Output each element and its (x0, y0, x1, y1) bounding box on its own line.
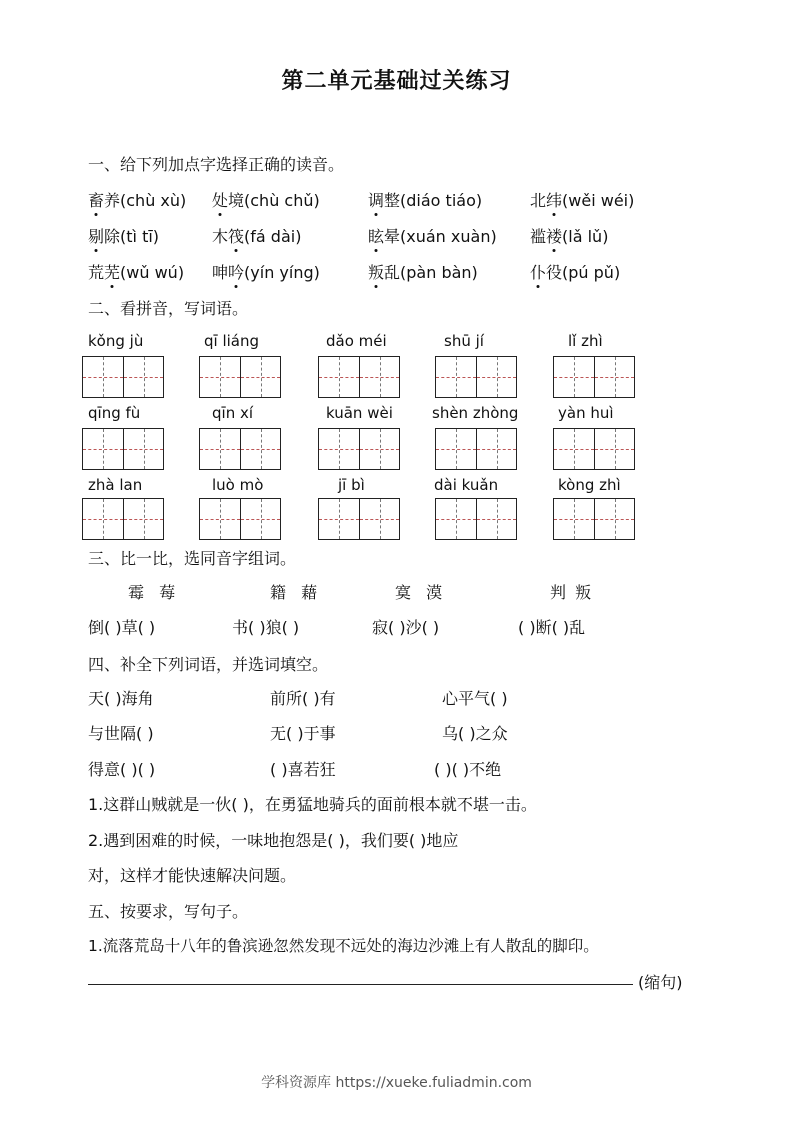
fill-item[interactable]: ( )断( )乱 (518, 618, 586, 637)
pinyin-label: kuān wèi (326, 404, 393, 422)
idiom-item[interactable]: 心平气( ) (442, 689, 508, 708)
writing-grid[interactable] (82, 356, 164, 398)
fill-item[interactable]: 倒( )草( ) (88, 618, 156, 637)
idiom-item[interactable]: 得意( )( ) (88, 760, 156, 779)
s1-item: 北纬(wěi wéi) (530, 188, 634, 211)
s1-item: 仆役(pú pǔ) (530, 260, 620, 283)
writing-grid[interactable] (553, 428, 635, 470)
pinyin-label: dài kuǎn (434, 476, 499, 494)
pinyin-label: qī liáng (204, 332, 260, 350)
fill-item[interactable]: 寂( )沙( ) (372, 618, 440, 637)
writing-grid[interactable] (553, 498, 635, 540)
pinyin-label: zhà lan (88, 476, 143, 494)
pinyin-label: dǎo méi (326, 332, 387, 350)
pinyin-label: kòng zhì (558, 476, 621, 494)
s1-item: 畜养(chù xù) (88, 188, 186, 211)
pinyin-label: qīn xí (212, 404, 254, 422)
sentence-question: 2.遇到困难的时候，一味地抱怨是( )，我们要( )地应 (88, 831, 459, 850)
s1-item: 处境(chù chǔ) (212, 188, 320, 211)
section-3-heading: 三、比一比，选同音字组词。 (88, 549, 297, 568)
s1-item: 剔除(tì tī) (88, 224, 159, 247)
pinyin-label: jī bì (338, 476, 365, 494)
s1-item: 眩晕(xuán xuàn) (368, 224, 497, 247)
answer-line[interactable] (88, 984, 633, 985)
idiom-item[interactable]: 天( )海角 (88, 689, 154, 708)
footer-watermark: 学科资源库 https://xueke.fuliadmin.com (261, 1075, 532, 1091)
writing-grid[interactable] (199, 428, 281, 470)
s1-item: 叛乱(pàn bàn) (368, 260, 478, 283)
writing-grid[interactable] (82, 428, 164, 470)
idiom-item[interactable]: 与世隔( ) (88, 724, 154, 743)
section-4-heading: 四、补全下列词语，并选词填空。 (88, 655, 329, 674)
idiom-item[interactable]: 无( )于事 (270, 724, 336, 743)
pinyin-label: kǒng jù (88, 332, 144, 350)
writing-grid[interactable] (553, 356, 635, 398)
idiom-item[interactable]: 乌( )之众 (442, 724, 508, 743)
writing-grid[interactable] (318, 356, 400, 398)
fill-item[interactable]: 书( )狼( ) (232, 618, 300, 637)
pinyin-label: yàn huì (558, 404, 614, 422)
idiom-item[interactable]: 前所( )有 (270, 689, 336, 708)
section-1-heading: 一、给下列加点字选择正确的读音。 (88, 155, 345, 174)
pinyin-label: luò mò (212, 476, 264, 494)
pinyin-label: qīng fù (88, 404, 141, 422)
writing-grid[interactable] (199, 356, 281, 398)
sentence-question: 对，这样才能快速解决问题。 (88, 866, 297, 885)
pinyin-label: shū jí (444, 332, 484, 350)
s1-item: 调整(diáo tiáo) (368, 188, 482, 211)
pinyin-label: lǐ zhì (568, 332, 603, 350)
section-2-heading: 二、看拼音，写词语。 (88, 299, 249, 318)
writing-grid[interactable] (199, 498, 281, 540)
page-title: 第二单元基础过关练习 (281, 69, 512, 94)
s1-item: 褴褛(lǎ lǔ) (530, 224, 608, 247)
writing-grid[interactable] (318, 428, 400, 470)
idiom-item[interactable]: ( )喜若狂 (270, 760, 336, 779)
idiom-item[interactable]: ( )( )不绝 (434, 760, 502, 779)
homophone-pair: 寞 漠 (395, 583, 443, 602)
homophone-pair: 霉 莓 (128, 583, 176, 602)
writing-grid[interactable] (435, 498, 517, 540)
s1-item: 呻吟(yín yíng) (212, 260, 320, 283)
writing-grid[interactable] (435, 428, 517, 470)
homophone-pair: 判 叛 (550, 583, 592, 602)
writing-grid[interactable] (318, 498, 400, 540)
s1-item: 荒芜(wǔ wú) (88, 260, 184, 283)
pinyin-label: shèn zhòng (432, 404, 519, 422)
section-5-heading: 五、按要求，写句子。 (88, 902, 249, 921)
writing-grid[interactable] (82, 498, 164, 540)
writing-grid[interactable] (435, 356, 517, 398)
instruction-suffix: (缩句) (638, 973, 683, 992)
sentence-question: 1.这群山贼就是一伙( )，在勇猛地骑兵的面前根本就不堪一击。 (88, 795, 537, 814)
s1-item: 木筏(fá dài) (212, 224, 301, 247)
sentence-question: 1.流落荒岛十八年的鲁滨逊忽然发现不远处的海边沙滩上有人散乱的脚印。 (88, 937, 599, 955)
homophone-pair: 籍 藉 (270, 583, 318, 602)
